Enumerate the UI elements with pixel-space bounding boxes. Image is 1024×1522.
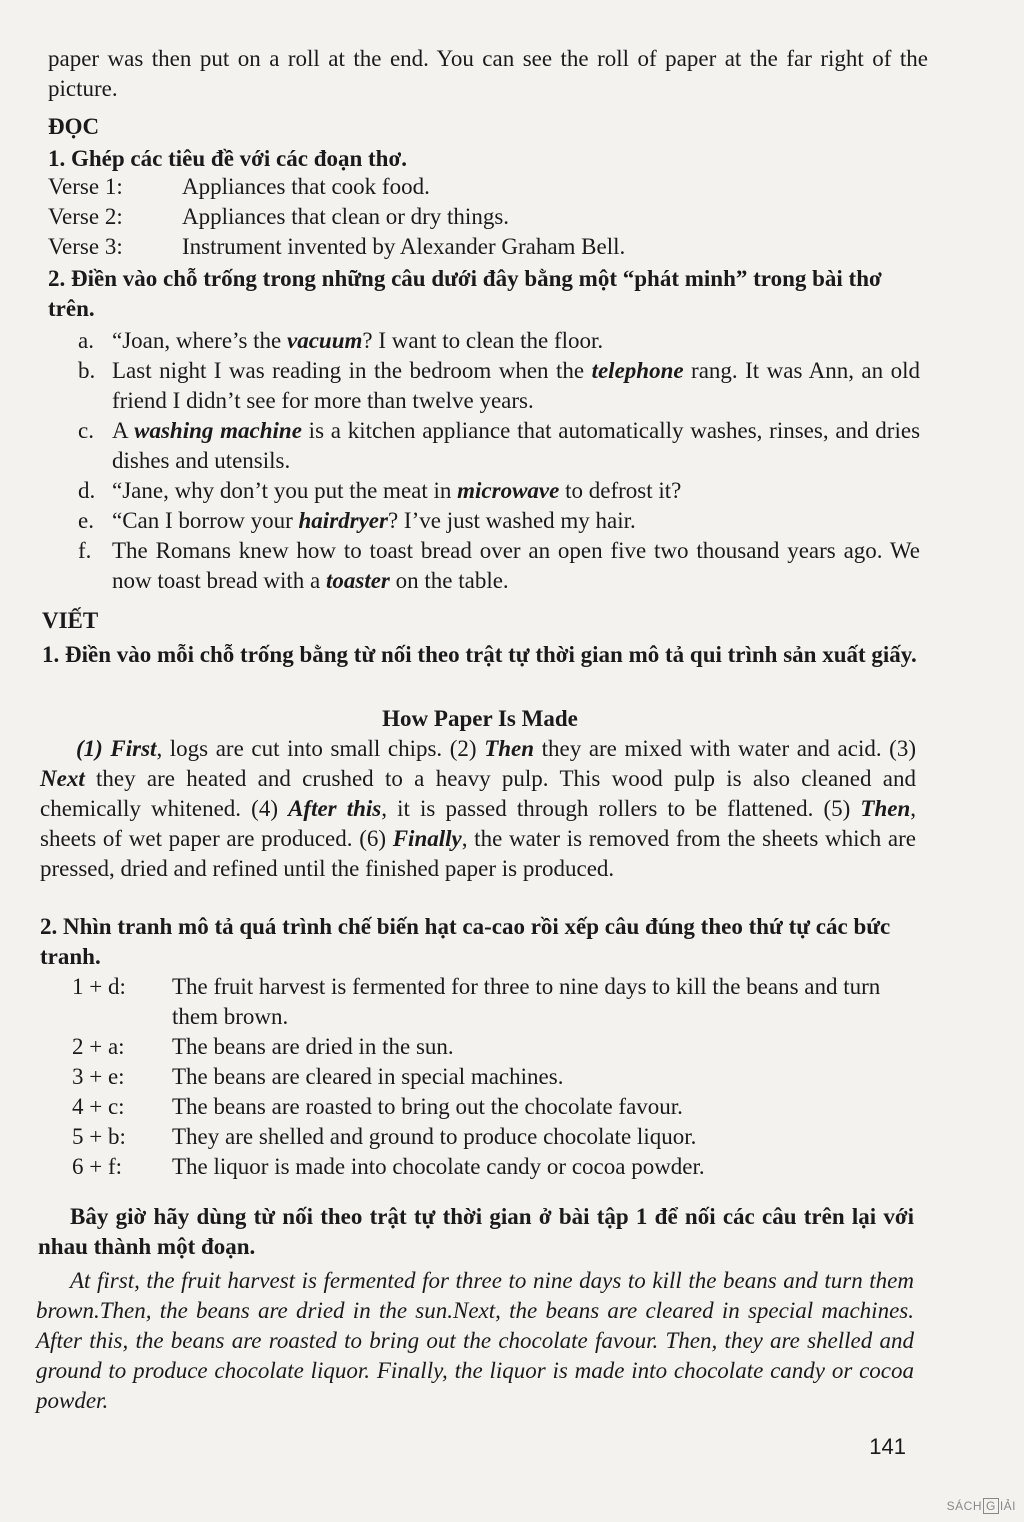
- step-text: The beans are dried in the sun.: [172, 1034, 454, 1059]
- writing-question-2: 2. Nhìn tranh mô tả quá trình chế biến hạt ca-cao rồi xếp câu đúng theo thứ tự các bức tranh.: [40, 914, 891, 969]
- item-text-before: The Romans knew how to toast bread over an open five two thousand years ago. We now toast bread with a: [112, 538, 920, 593]
- step-label: 6 + f:: [72, 1154, 123, 1179]
- item-letter: a.: [78, 328, 94, 353]
- paper-title: How Paper Is Made: [382, 706, 578, 731]
- item-answer: toaster: [325, 568, 390, 593]
- watermark-box: G: [983, 1498, 999, 1514]
- time-connector: Then: [860, 796, 911, 821]
- step-label: 5 + b:: [72, 1124, 126, 1149]
- item-answer: microwave: [457, 478, 560, 503]
- verse-row: [48, 232, 928, 262]
- item-text: [112, 326, 920, 356]
- item-text-after: rang. It was Ann, an old friend I didn’t see for more than twelve years.: [112, 358, 920, 413]
- item-letter: e.: [78, 508, 94, 533]
- intro-paragraph: paper was then put on a roll at the end. You can see the roll of paper at the far right of the picture.: [48, 46, 928, 101]
- paragraph-text: , logs are cut into small chips. (2): [156, 736, 485, 761]
- page-number: 141: [869, 1434, 906, 1459]
- step-text: The beans are cleared in special machines.: [172, 1064, 564, 1089]
- list-item: [78, 536, 920, 596]
- verse-list: [48, 172, 928, 262]
- list-item: [78, 326, 920, 356]
- item-text-after: is a kitchen appliance that automatically washes, rinses, and dries dishes and utensils.: [112, 418, 921, 473]
- item-answer: washing machine: [134, 418, 302, 443]
- verse-label: Verse 3:: [48, 234, 123, 259]
- list-item: [78, 416, 920, 476]
- final-paragraph: At first, the fruit harvest is fermented for three to nine days to kill the beans and turn them brown.Then, the beans are dried in the sun.Next, the beans are cleared in special machines. After this, the beans are roasted to bring out the chocolate favour. Then, they are shelled and ground to produce chocolate liquor. Finally, the liquor is made into chocolate candy or cocoa powder.: [36, 1268, 914, 1413]
- item-text-after: on the table.: [389, 568, 509, 593]
- time-connector: Next: [40, 766, 85, 791]
- item-text-before: Last night I was reading in the bedroom when the: [112, 358, 592, 383]
- writing-question-3: Bây giờ hãy dùng từ nối theo trật tự thời gian ở bài tập 1 để nối các câu trên lại với nhau thành một đoạn.: [38, 1204, 914, 1259]
- list-item: [78, 506, 920, 536]
- verse-row: [48, 202, 928, 232]
- paragraph-text: they are mixed with water and acid. (3): [534, 736, 916, 761]
- fill-blank-list: [78, 326, 920, 596]
- verse-text: Appliances that cook food.: [182, 174, 430, 199]
- step-text: The liquor is made into chocolate candy or cocoa powder.: [172, 1154, 705, 1179]
- paragraph-text: , the water is removed from the sheets which are pressed, dried and refined until the finished paper is produced.: [40, 826, 916, 881]
- list-item: [72, 972, 892, 1032]
- reading-question-2: 2. Điền vào chỗ trống trong những câu dưới đây bằng một “phát minh” trong bài thơ trên.: [48, 266, 882, 321]
- paragraph-text: , it is passed through rollers to be flattened. (5): [381, 796, 861, 821]
- watermark-part: IẢI: [999, 1499, 1016, 1513]
- list-item: [72, 1062, 892, 1092]
- step-label: 3 + e:: [72, 1064, 125, 1089]
- paragraph-text: they are heated and crushed to a heavy pulp. This wood pulp is also cleaned and chemically whitened. (4): [40, 766, 916, 821]
- time-connector: After this: [288, 796, 382, 821]
- item-answer: telephone: [591, 358, 684, 383]
- step-text: The beans are roasted to bring out the chocolate favour.: [172, 1094, 683, 1119]
- writing-heading: VIẾT: [42, 608, 99, 633]
- list-item: [72, 1122, 892, 1152]
- list-item: [72, 1152, 892, 1182]
- item-text-before: “Can I borrow your: [112, 508, 299, 533]
- step-label: 4 + c:: [72, 1094, 125, 1119]
- item-text: [112, 416, 920, 476]
- time-connector: Then: [484, 736, 535, 761]
- item-text: [112, 356, 920, 416]
- item-letter: f.: [78, 538, 92, 563]
- item-text: [112, 506, 920, 536]
- paper-paragraph: [40, 734, 916, 884]
- step-label: 1 + d:: [72, 974, 126, 999]
- paragraph-text: , sheets of wet paper are produced. (6): [40, 796, 916, 851]
- watermark-part: SÁCH: [946, 1499, 982, 1513]
- verse-text: Appliances that clean or dry things.: [182, 204, 510, 229]
- step-label: 2 + a:: [72, 1034, 125, 1059]
- verse-label: Verse 2:: [48, 204, 123, 229]
- list-item: [72, 1032, 892, 1062]
- item-text-before: “Jane, why don’t you put the meat in: [112, 478, 458, 503]
- time-connector: (1) First: [76, 736, 157, 761]
- verse-row: [48, 172, 928, 202]
- item-text: [112, 476, 920, 506]
- verse-label: Verse 1:: [48, 174, 123, 199]
- verse-text: Instrument invented by Alexander Graham Bell.: [182, 234, 626, 259]
- reading-heading: ĐỌC: [48, 114, 100, 139]
- list-item: [78, 476, 920, 506]
- item-text-before: A: [112, 418, 135, 443]
- watermark-logo: [947, 1498, 1016, 1514]
- cocoa-step-list: [72, 972, 892, 1182]
- item-text-after: to defrost it?: [559, 478, 682, 503]
- item-text-before: “Joan, where’s the: [112, 328, 287, 353]
- item-text-after: ? I’ve just washed my hair.: [387, 508, 636, 533]
- time-connector: Finally: [392, 826, 462, 851]
- item-letter: c.: [78, 418, 94, 443]
- item-letter: b.: [78, 358, 96, 383]
- list-item: [72, 1092, 892, 1122]
- writing-question-1: 1. Điền vào mỗi chỗ trống bằng từ nối theo trật tự thời gian mô tả qui trình sản xuất giấy.: [42, 642, 917, 667]
- item-letter: d.: [78, 478, 96, 503]
- step-text: The fruit harvest is fermented for three to nine days to kill the beans and turn them brown.: [172, 974, 881, 1029]
- item-text: [112, 536, 920, 596]
- reading-question-1: 1. Ghép các tiêu đề với các đoạn thơ.: [48, 146, 407, 171]
- item-answer: hairdryer: [298, 508, 388, 533]
- item-answer: vacuum: [287, 328, 363, 353]
- list-item: [78, 356, 920, 416]
- step-text: They are shelled and ground to produce chocolate liquor.: [172, 1124, 697, 1149]
- item-text-after: ? I want to clean the floor.: [362, 328, 604, 353]
